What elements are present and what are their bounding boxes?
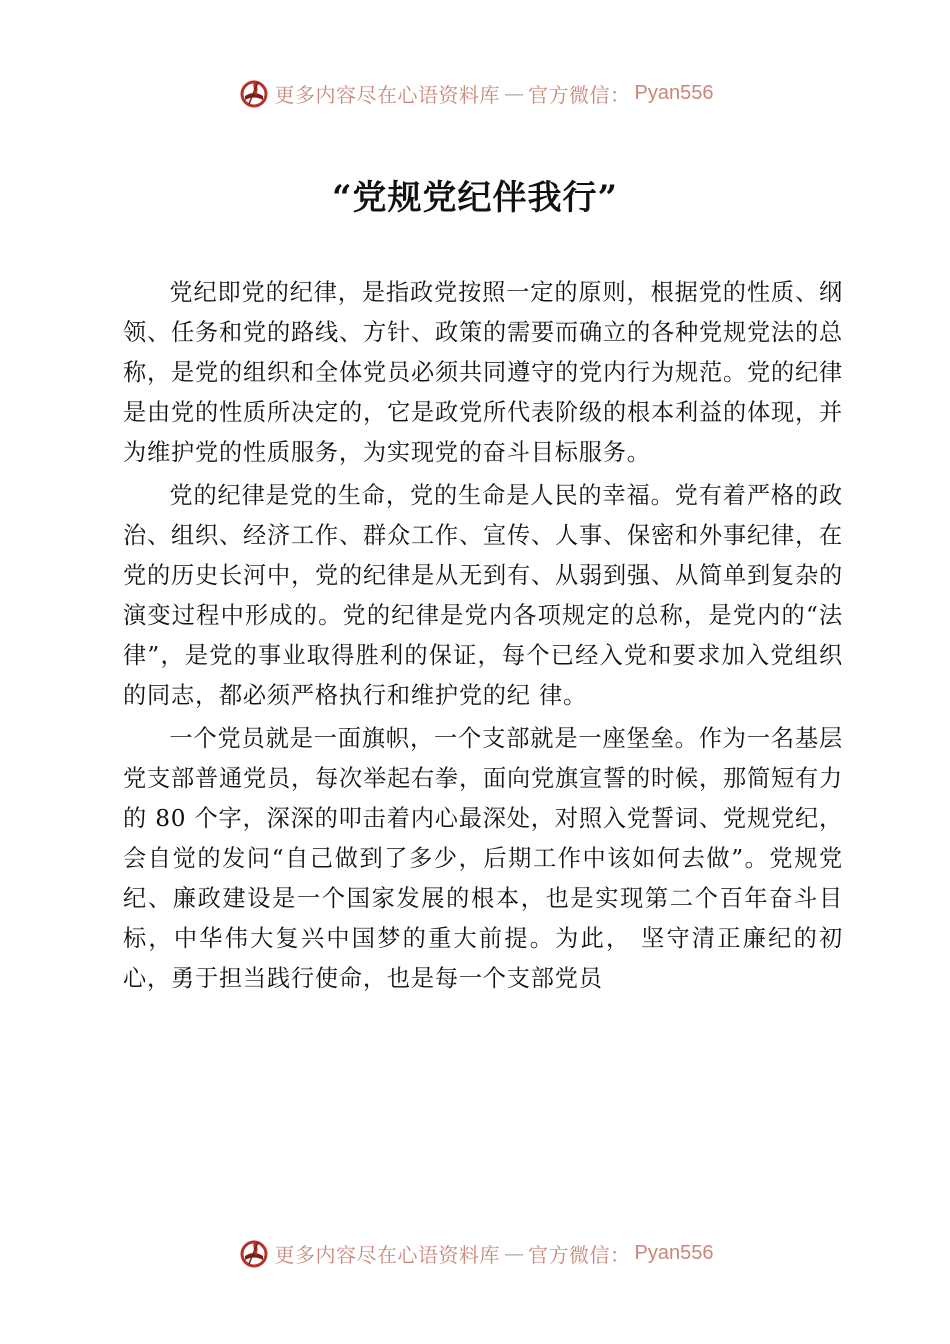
- header-banner-content: [237, 76, 714, 110]
- footer-banner-content: [237, 1236, 714, 1270]
- paragraph-2: 党的纪律是党的生命，党的生命是人民的幸福。党有着严格的政治、组织、经济工作、群众工作、宣传、人事、保密和外事纪律，在党的历史长河中，党的纪律是从无到有、从弱到强、从简单到复杂的演变过程中形成的。党的纪律是党内各项规定的总称，是党内的“法律”，是党的事业取得胜利的保证，每个已经入党和要求加入党组织的同志，都必须严格执行和维护党的纪 律。: [123, 482, 843, 709]
- book-quill-logo-icon: [237, 1236, 271, 1270]
- document-body: [123, 273, 843, 999]
- paragraph-3: 一个党员就是一面旗帜，一个支部就是一座堡垒。作为一名基层党支部普通党员，每次举起右拳，面向党旗宣誓的时候，那简短有力的 80 个字，深深的叩击着内心最深处，对照入党誓词、党规党纪，会自觉的发问“自己做到了多少，后期工作中该如何去做”。党规党纪、廉政建设是一个国家发展的根本，也是实现第二个百年奋斗目标，中华伟大复兴中国梦的重大前提。为此， 坚守清正廉纪的初心，勇于担当践行使命，也是每一个支部党员: [123, 725, 843, 992]
- footer-banner-text: 更多内容尽在心语资料库: [274, 1242, 501, 1267]
- footer-banner-id: Pyan556: [634, 1241, 714, 1264]
- footer-banner-label: 官方微信：: [528, 1242, 631, 1267]
- book-quill-logo-icon: [237, 76, 271, 110]
- document-title: “党规党纪伴我行”: [331, 178, 619, 218]
- header-banner: [0, 73, 950, 113]
- footer-banner-separator: —: [504, 1241, 525, 1265]
- paragraph-1: 党纪即党的纪律，是指政党按照一定的原则，根据党的性质、纲领、任务和党的路线、方针、政策的需要而确立的各种党规党法的总称，是党的组织和全体党员必须共同遵守的党内行为规范。党的纪律是由党的性质所决定的，它是政党所代表阶级的根本利益的体现，并为维护党的性质服务，为实现党的奋斗目标服务。: [123, 279, 843, 466]
- header-banner-separator: —: [504, 81, 525, 105]
- header-banner-text: 更多内容尽在心语资料库: [274, 82, 501, 107]
- footer-banner: [0, 1233, 950, 1273]
- header-banner-id: Pyan556: [634, 81, 714, 104]
- header-banner-label: 官方微信：: [528, 82, 631, 107]
